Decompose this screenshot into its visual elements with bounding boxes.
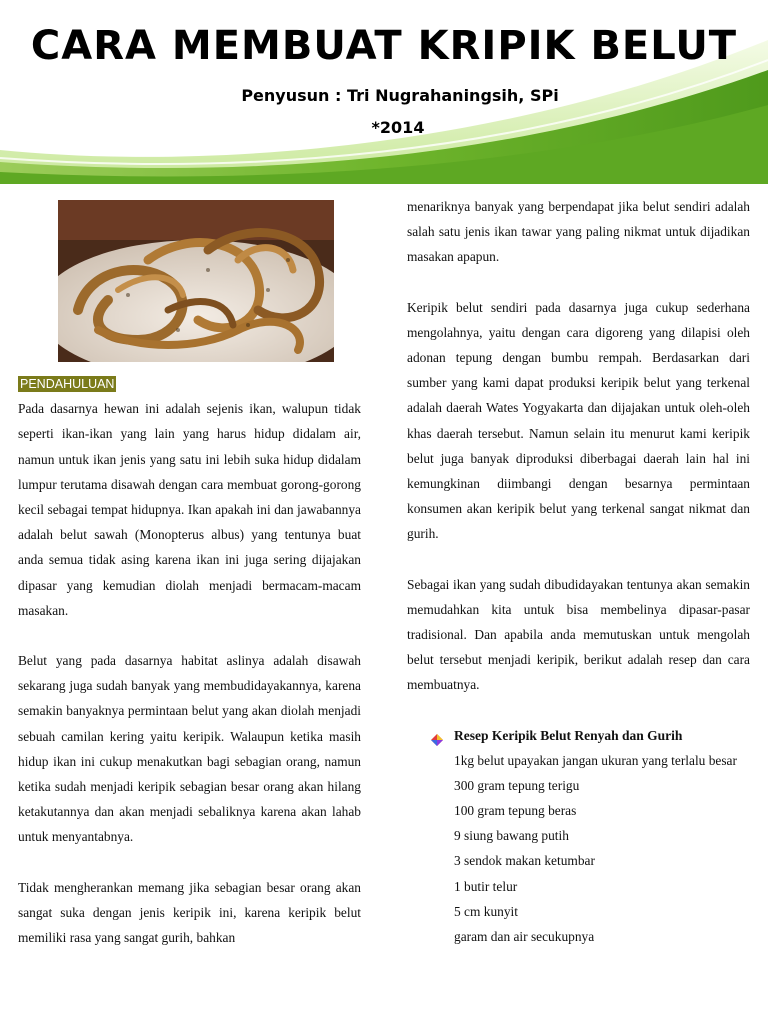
section-heading: PENDAHULUAN <box>20 377 115 391</box>
recipe-section <box>407 723 750 950</box>
recipe-title <box>407 723 750 748</box>
list-item: garam dan air secukupnya <box>454 929 595 945</box>
colorful-bullet-icon <box>431 729 443 741</box>
body-paragraph-3: Sebagai ikan yang sudah dibudidayakan tentunya akan semakin memudahkan kita untuk bisa membelinya dipasar-pasar tradisional. Dan apabila anda memutuskan untuk mengolah belut tersebut menjadi keripik, berikut adalah resep dan cara membuatnya. <box>407 576 750 693</box>
list-item: 100 gram tepung beras <box>454 803 577 819</box>
list-item: 5 cm kunyit <box>454 903 518 919</box>
header-banner <box>0 0 768 184</box>
document-title: CARA MEMBUAT KRIPIK BELUT <box>30 23 738 69</box>
list-item: 3 sendok makan ketumbar <box>454 853 595 869</box>
list-item: 1 butir telur <box>454 878 518 894</box>
body-paragraph-2: Keripik belut sendiri pada dasarnya juga cukup sederhana mengolahnya, yaitu dengan cara digoreng yang dilapisi oleh adonan tepung dengan bumbu rempah. Berdasarkan dari sumber yang kami dapat produksi keripik belut yang terkenal adalah daerah Wates Yogyakarta dan dijajakan untuk oleh-oleh khas daerah tersebut. Namun selain itu menurut kami keripik belut juga banyak diproduksi diberbagai daerah lain hal ini kemungkinan diimbangi dengan besarnya permintaan konsumen akan keripik belut yang terkenal sangat nikmat dan gurih. <box>407 299 750 542</box>
year-label: *2014 <box>371 118 425 137</box>
author-line: Penyusun : Tri Nugrahaningsih, SPi <box>241 86 559 105</box>
list-item: 300 gram tepung terigu <box>454 777 580 793</box>
right-column <box>407 194 750 949</box>
intro-paragraph-2: Belut yang pada dasarnya habitat aslinya adalah disawah sekarang juga sudah banyak yang membudidayakannya, karena semakin banyaknya permintaan belut yang akan diolah menjadi sebuah camilan kering yaitu keripik. Walaupun ketika masih hidup ikan ini cukup menakutkan bagi sebagian orang, namun ketika sudah menjadi keripik sebagian besar orang akan hilang ketakutannya dan akan menjadi sebaliknya karena akan lahab untuk menyantabnya. <box>18 653 361 845</box>
intro-paragraph-3: Tidak mengherankan memang jika sebagian besar orang akan sangat suka dengan jenis keripik ini, karena keripik belut memiliki rasa yang sangat gurih, bahkan <box>18 879 361 946</box>
list-item: 1kg belut upayakan jangan ukuran yang terlalu besar <box>454 752 737 768</box>
list-item: 9 siung bawang putih <box>454 828 569 844</box>
fried-eel-photo <box>58 200 334 362</box>
left-column <box>18 371 361 975</box>
recipe-title-text: Resep Keripik Belut Renyah dan Gurih <box>454 727 683 743</box>
intro-paragraph-1: Pada dasarnya hewan ini adalah sejenis ikan, walupun tidak seperti ikan-ikan yang lain yang harus hidup didalam air, namun untuk ikan jenis yang satu ini lebih suka hidup didalam lumpur terutama disawah dengan cara membuat gorong-gorong kecil sebagai tempat hidupnya. Ikan apakah ini dan jawabannya adalah belut sawah (Monopterus albus) yang tentunya buat anda semua tidak asing karena ikan ini juga sering dijajakan dipasar yang kemudian diolah menjadi bermacam-macam masakan. <box>18 401 361 618</box>
body-paragraph-1: menariknya banyak yang berpendapat jika belut sendiri adalah salah satu jenis ikan tawar yang paling nikmat untuk dijadikan masakan apapun. <box>407 199 750 265</box>
ingredient-list <box>407 748 750 950</box>
